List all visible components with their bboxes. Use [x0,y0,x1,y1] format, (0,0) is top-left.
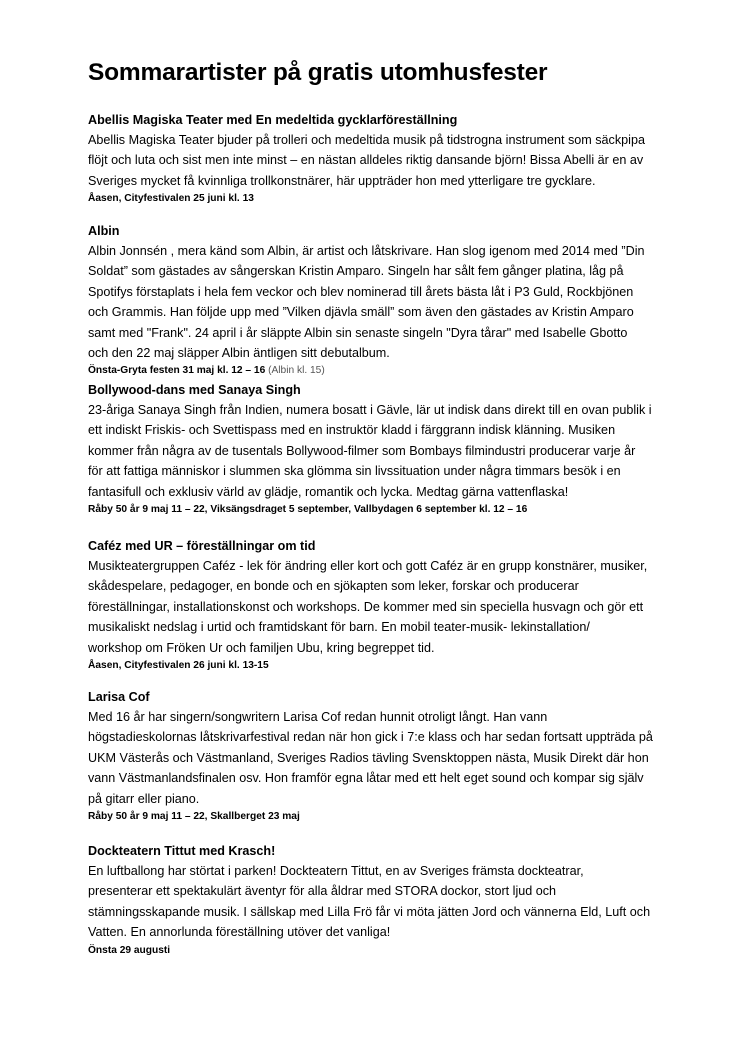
section-body-line: Musikteatergruppen Caféz - lek för ändring eller kort och gott Caféz är en grupp konstnärer, musiker, [88,559,648,573]
section-body-line: samt med "Frank". 24 april i år släppte Albin sin senaste singeln "Dyra tårar" med Isabelle Gbotto [88,325,628,340]
section-body-line: ett indiskt Friskis- och Svettispass med en instruktör kladd i färggrann indisk klänning. Musiken [88,423,616,438]
section-body-line: Soldat” som gästades av sångerskan Kristin Amparo. Singeln har sålt fem gånger platina, låg på [88,264,624,279]
section-body-line: stämningsskapande musik. I sällskap med Lilla Frö får vi möta jätten Jord och vännerna Eld, Luft och [88,904,651,919]
section-body-line: Abellis Magiska Teater bjuder på trolleri och medeltida musik på tidstrogna instrument som säckpipa [88,133,645,147]
section-body-line: föreställningar, installationskonst och workshops. De kommer med sin speciella husvagn och gör ett [88,599,644,614]
section-body-line: presenterar ett spektakulärt äventyr för alla åldrar med STORA dockor, stort ljud och [88,884,557,899]
event-info-text: Åasen, Cityfestivalen 25 juni kl. 13 [88,193,254,205]
section-body-line: Albin Jonnsén , mera känd som Albin, är artist och låtskrivare. Han slog igenom med 2014 med ”Din [88,244,645,258]
event-info [88,191,668,207]
section [88,110,668,207]
section-heading: Bollywood-dans med Sanaya Singh [88,383,301,397]
section-body-line: skådespelare, pedagoger, en bonde och en sjökapten som leker, forskar och producerar [88,579,579,594]
section-body-line: Spotifys förstaplats i hela fem veckor och blev nominerad till årets bästa låt i P3 Guld, Rockbjönen [88,284,634,299]
section [88,841,668,959]
event-info [88,658,668,674]
event-info [88,363,668,379]
section [88,380,668,518]
section-body-line: flöjt och luta och sist men inte minst – en nästan alldeles riktig dansande björn! Bissa Abelli är en av [88,153,644,168]
event-info [88,502,668,518]
section-body-line: workshop om Fröken Ur och familjen Ubu, kring begreppet tid. [88,640,435,655]
section-body-line: Sveriges mycket få kvinnliga trollkonstnärer, här uppträder hon med ytterligare tre gycklare. [88,173,596,188]
section-body-line: på gitarr eller piano. [88,791,200,806]
section-body-line: fantasifull och exklusiv värld av glädje, romantik och lycka. Medtag gärna vattenflaska! [88,484,569,499]
section-heading: Dockteatern Tittut med Krasch! [88,844,276,858]
section-body-line: UKM Västerås och Västmanland, Sveriges Radios tävling Svensktoppen nästa, Musik Direkt där hon [88,750,649,765]
section [88,687,668,825]
section [88,536,668,674]
section-body-line: för att fattiga människor i slummen ska glömma sin livssituation under några timmars besök i en [88,464,621,479]
section-heading: Abellis Magiska Teater med En medeltida gycklarföreställning [88,113,458,127]
event-info-text: Önsta 29 augusti [88,944,171,956]
section-body-line: 23-åriga Sanaya Singh från Indien, numera bosatt i Gävle, lär ut indisk dans direkt till en ovan publik i [88,403,652,417]
section-heading: Albin [88,224,120,238]
section-body-line: musikaliskt nedslag i urtid och framtidskant för barn. En mobil teater-musik- lekinstallation/ [88,620,590,635]
section-heading: Caféz med UR – föreställningar om tid [88,539,316,553]
event-info [88,809,668,825]
page-title: Sommarartister på gratis utomhusfester [88,59,548,86]
section [88,221,668,379]
section-body-line: och den 22 maj släpper Albin äntligen sitt debutalbum. [88,346,390,361]
event-info [88,943,668,959]
section-body-line: Vatten. En annorlunda föreställning utöver det vanliga! [88,925,391,940]
section-body-line: vann Västmanlandsfinalen osv. Hon framför egna låtar med ett helt eget sound och kompar sig själv [88,771,644,786]
event-info-text: Råby 50 år 9 maj 11 – 22, Viksängsdraget 5 september, Vallbydagen 6 september kl. 12 – 16 [88,504,528,516]
event-info-text: Önsta-Gryta festen 31 maj kl. 12 – 16 [88,365,266,377]
event-info-text: Åasen, Cityfestivalen 26 juni kl. 13-15 [88,660,269,672]
section-body-line: Med 16 år har singern/songwritern Larisa Cof redan hunnit otroligt långt. Han vann [88,710,548,724]
section-heading: Larisa Cof [88,690,150,704]
event-note: (Albin kl. 15) [268,365,325,377]
event-info-text: Råby 50 år 9 maj 11 – 22, Skallberget 23 maj [88,811,300,823]
section-body-line: kommer från några av de tusentals Bollywood-filmer som Bombays filmindustri producerar varje år [88,443,636,458]
section-body-line: och Grammis. Han följde upp med ”Vilken djävla smäll” som även den gästades av Kristin Amparo [88,305,634,320]
section-body-line: En luftballong har störtat i parken! Dockteatern Tittut, en av Sveriges främsta dockteatrar, [88,864,584,878]
section-body-line: högstadieskolornas låtskrivarfestival redan när hon gick i 7:e klass och har sedan fortsatt uppträda på [88,730,653,745]
